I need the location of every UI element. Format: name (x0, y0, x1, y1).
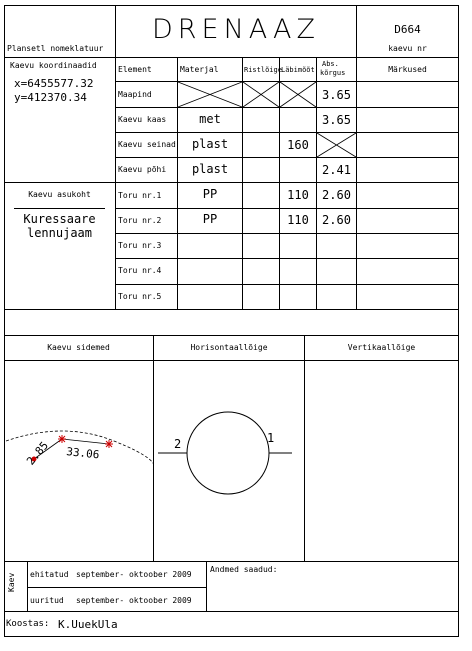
tie-distance-right: 33.06 (65, 445, 100, 462)
pipe-1-label: 1 (267, 431, 275, 445)
row-height: 3.65 (322, 88, 351, 102)
row-material: PP (202, 187, 218, 201)
tie-distance-left: 2.85 (24, 439, 52, 468)
well-number-label: kaevu nr (388, 44, 427, 53)
surveyed-date: september- oktoober 2009 (76, 596, 192, 605)
horizontal-sketch (154, 361, 304, 561)
row-element: Toru nr.1 (118, 191, 162, 200)
reference-point-1 (58, 435, 66, 443)
well-number: D664 (394, 23, 421, 36)
row-element: Toru nr.3 (118, 241, 162, 250)
row-diameter: 160 (287, 138, 309, 152)
row-element: Kaevu kaas (118, 115, 167, 124)
author-name: K.UuekUla (58, 618, 118, 631)
row-element: Maapind (118, 90, 152, 99)
reference-point-2 (105, 440, 113, 448)
row-element: Toru nr.2 (118, 216, 162, 225)
coordinates-label: Kaevu koordinaadid (10, 61, 97, 70)
location-line-2: lennujaam (26, 226, 93, 240)
row-height: 2.41 (322, 163, 351, 177)
section-ties-title: Kaevu sidemed (47, 343, 110, 352)
coordinate-y: y=412370.34 (14, 91, 87, 104)
section-horizontal-title: Horisontaallõige (190, 343, 268, 352)
location-line-1: Kuressaare (23, 212, 96, 226)
data-received-label: Andmed saadud: (210, 565, 278, 574)
row-diameter: 110 (287, 213, 309, 227)
coordinate-x: x=6455577.32 (14, 77, 94, 90)
surveyed-label: uuritud (30, 596, 64, 605)
header-material: Materjal (180, 65, 219, 74)
header-diameter: Läbimõõt (281, 66, 315, 74)
well-circle (187, 412, 269, 494)
row-element: Kaevu seinad (118, 140, 176, 149)
row-height: 2.60 (322, 188, 351, 202)
header-height-top: Abs. (322, 60, 339, 68)
location-label: Kaevu asukoht (28, 190, 91, 199)
plan-nomenclature-label: Plansetl nomeklatuur (7, 44, 104, 53)
footer-side-label: Kaev (7, 572, 16, 592)
built-label: ehitatud (30, 570, 69, 579)
pipe-2-label: 2 (174, 437, 182, 451)
row-material: PP (202, 212, 218, 226)
header-notes: Märkused (388, 65, 427, 74)
row-diameter: 110 (287, 188, 309, 202)
section-vertical-title: Vertikaallõige (347, 343, 416, 352)
page-title: DRENAAZ (152, 14, 320, 45)
built-date: september- oktoober 2009 (76, 570, 192, 579)
row-element: Toru nr.5 (118, 292, 162, 301)
row-material: plast (191, 162, 229, 176)
row-element: Kaevu põhi (118, 165, 167, 174)
header-element: Element (118, 65, 152, 74)
tie-line-right (62, 439, 109, 444)
header-height-bottom: kõrgus (320, 69, 346, 77)
row-element: Toru nr.4 (118, 266, 162, 275)
row-height: 2.60 (322, 213, 351, 227)
author-label: Koostas: (6, 619, 50, 629)
row-height: 3.65 (322, 113, 351, 127)
header-cross-section: Ristlõige (244, 66, 282, 74)
row-material: met (199, 112, 221, 126)
row-material: plast (191, 137, 229, 151)
ties-sketch (4, 361, 153, 561)
